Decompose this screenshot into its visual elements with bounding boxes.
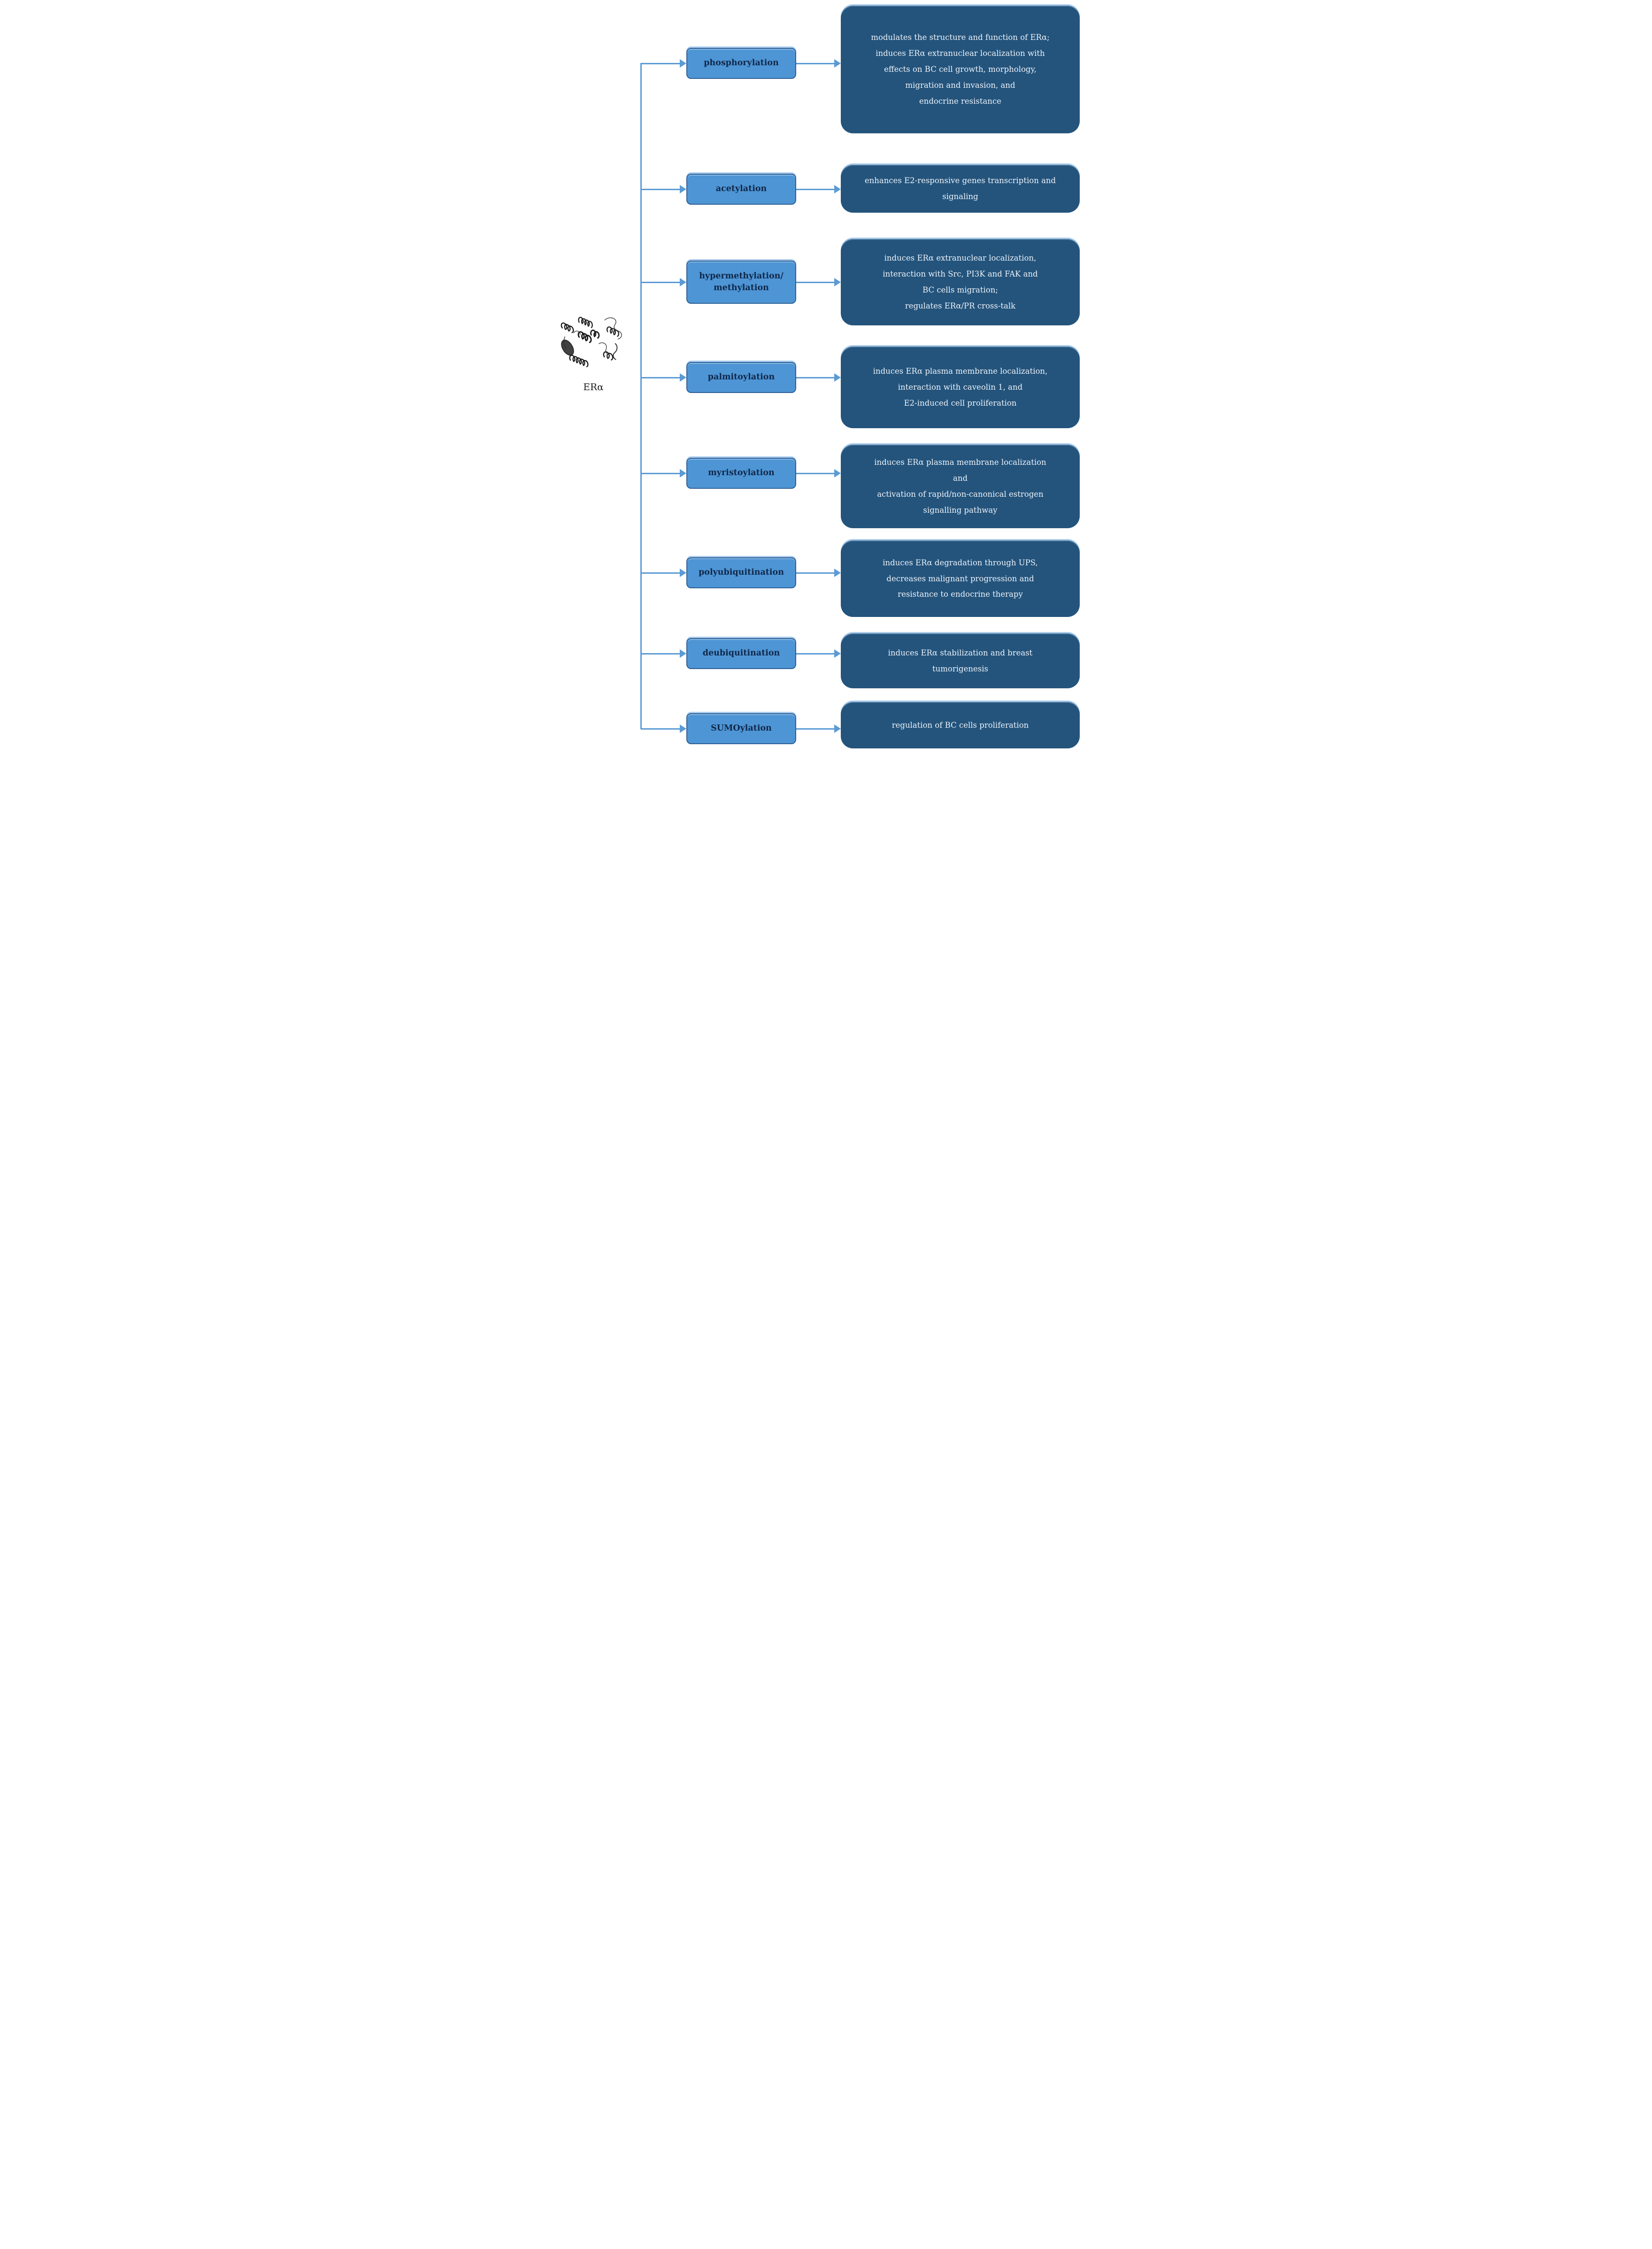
effect-text-line: induces ERα extranuclear localization with (876, 49, 1045, 58)
connector-line (641, 728, 680, 730)
effect-box-polyubiquitination (841, 540, 1080, 617)
modification-label: phosphorylation (704, 58, 779, 68)
connector-line (796, 282, 834, 283)
effect-text-line: and (953, 474, 968, 483)
modification-box-palmitoylation (686, 362, 796, 393)
er-alpha-label: ERα (583, 381, 604, 393)
effect-text-line: signalling pathway (923, 505, 998, 515)
modification-label: polyubiquitination (699, 568, 784, 578)
modification-label: deubiquitination (702, 648, 780, 658)
effect-box-sumoylation (841, 702, 1080, 748)
effect-text-line: interaction with caveolin 1, and (898, 383, 1023, 392)
connector-line (796, 473, 834, 474)
er-alpha-figure (557, 311, 630, 393)
arrowhead-icon (680, 373, 686, 382)
connector-line (641, 653, 680, 655)
connector-line (641, 63, 680, 64)
trunk-connector-line (640, 63, 642, 729)
modification-box-polyubiquitination (686, 557, 796, 588)
arrowhead-icon (680, 569, 686, 577)
modification-box-acetylation (686, 174, 796, 205)
connector-line (796, 653, 834, 655)
arrowhead-icon (834, 569, 841, 577)
arrowhead-icon (680, 278, 686, 286)
connector-line (796, 728, 834, 730)
effect-text-line: decreases malignant progression and (886, 574, 1034, 583)
connector-line (796, 189, 834, 190)
effect-text-line: BC cells migration; (922, 285, 998, 294)
effect-box-myristoylation (841, 445, 1080, 528)
modification-label: acetylation (715, 184, 767, 194)
effect-text-line: induces ERα stabilization and breast (888, 648, 1033, 657)
effect-text-line: induces ERα plasma membrane localization (874, 458, 1046, 467)
modification-box-phosphorylation (686, 48, 796, 79)
effect-text-line: migration and invasion, and (905, 80, 1015, 90)
effect-box-hypermethylation (841, 239, 1080, 325)
effect-text-line: induces ERα degradation through UPS, (883, 558, 1038, 567)
modification-box-sumoylation (686, 713, 796, 744)
modification-box-hypermethylation (686, 261, 796, 304)
modification-box-deubiquitination (686, 638, 796, 669)
effect-text-line: induces ERα plasma membrane localization, (873, 367, 1048, 376)
er-alpha-structure-image (557, 311, 630, 377)
connector-line (641, 189, 680, 190)
effect-text-line: signaling (942, 192, 978, 201)
effect-text-line: regulates ERα/PR cross-talk (905, 301, 1016, 310)
arrowhead-icon (834, 59, 841, 68)
connector-line (796, 63, 834, 64)
modification-label: SUMOylation (711, 724, 772, 733)
connector-line (641, 473, 680, 474)
arrowhead-icon (834, 724, 841, 733)
arrowhead-icon (680, 59, 686, 68)
effect-text-line: resistance to endocrine therapy (898, 590, 1023, 599)
effect-text-line: activation of rapid/non-canonical estrogen (877, 490, 1044, 499)
effect-box-acetylation (841, 165, 1080, 213)
effect-text-line: modulates the structure and function of ERα; (871, 33, 1050, 42)
modification-label: hypermethylation/ (699, 271, 784, 281)
arrowhead-icon (680, 649, 686, 658)
arrowhead-icon (834, 649, 841, 658)
connector-line (641, 377, 680, 378)
effect-text-line: E2-induced cell proliferation (904, 398, 1017, 408)
modification-label: palmitoylation (707, 372, 775, 382)
effect-box-deubiquitination (841, 633, 1080, 688)
arrowhead-icon (834, 469, 841, 478)
effect-text-line: effects on BC cell growth, morphology, (884, 65, 1037, 74)
arrowhead-icon (680, 469, 686, 478)
effect-box-phosphorylation (841, 6, 1080, 133)
arrowhead-icon (680, 724, 686, 733)
era-ptm-diagram (551, 0, 1101, 750)
effect-text-line: enhances E2-responsive genes transcription and (864, 176, 1056, 185)
effect-text-line: induces ERα extranuclear localization, (884, 254, 1037, 263)
arrowhead-icon (834, 185, 841, 193)
connector-line (796, 377, 834, 378)
arrowhead-icon (680, 185, 686, 193)
connector-line (796, 572, 834, 574)
modification-box-myristoylation (686, 458, 796, 489)
arrowhead-icon (834, 373, 841, 382)
effect-box-palmitoylation (841, 347, 1080, 428)
effect-text-line: tumorigenesis (932, 664, 988, 673)
connector-line (641, 282, 680, 283)
modification-label: methylation (714, 283, 769, 293)
effect-text-line: endocrine resistance (919, 96, 1001, 106)
effect-text-line: interaction with Src, PI3K and FAK and (883, 270, 1038, 279)
connector-line (641, 572, 680, 574)
arrowhead-icon (834, 278, 841, 286)
modification-label: myristoylation (708, 468, 775, 478)
effect-text-line: regulation of BC cells proliferation (891, 720, 1029, 730)
